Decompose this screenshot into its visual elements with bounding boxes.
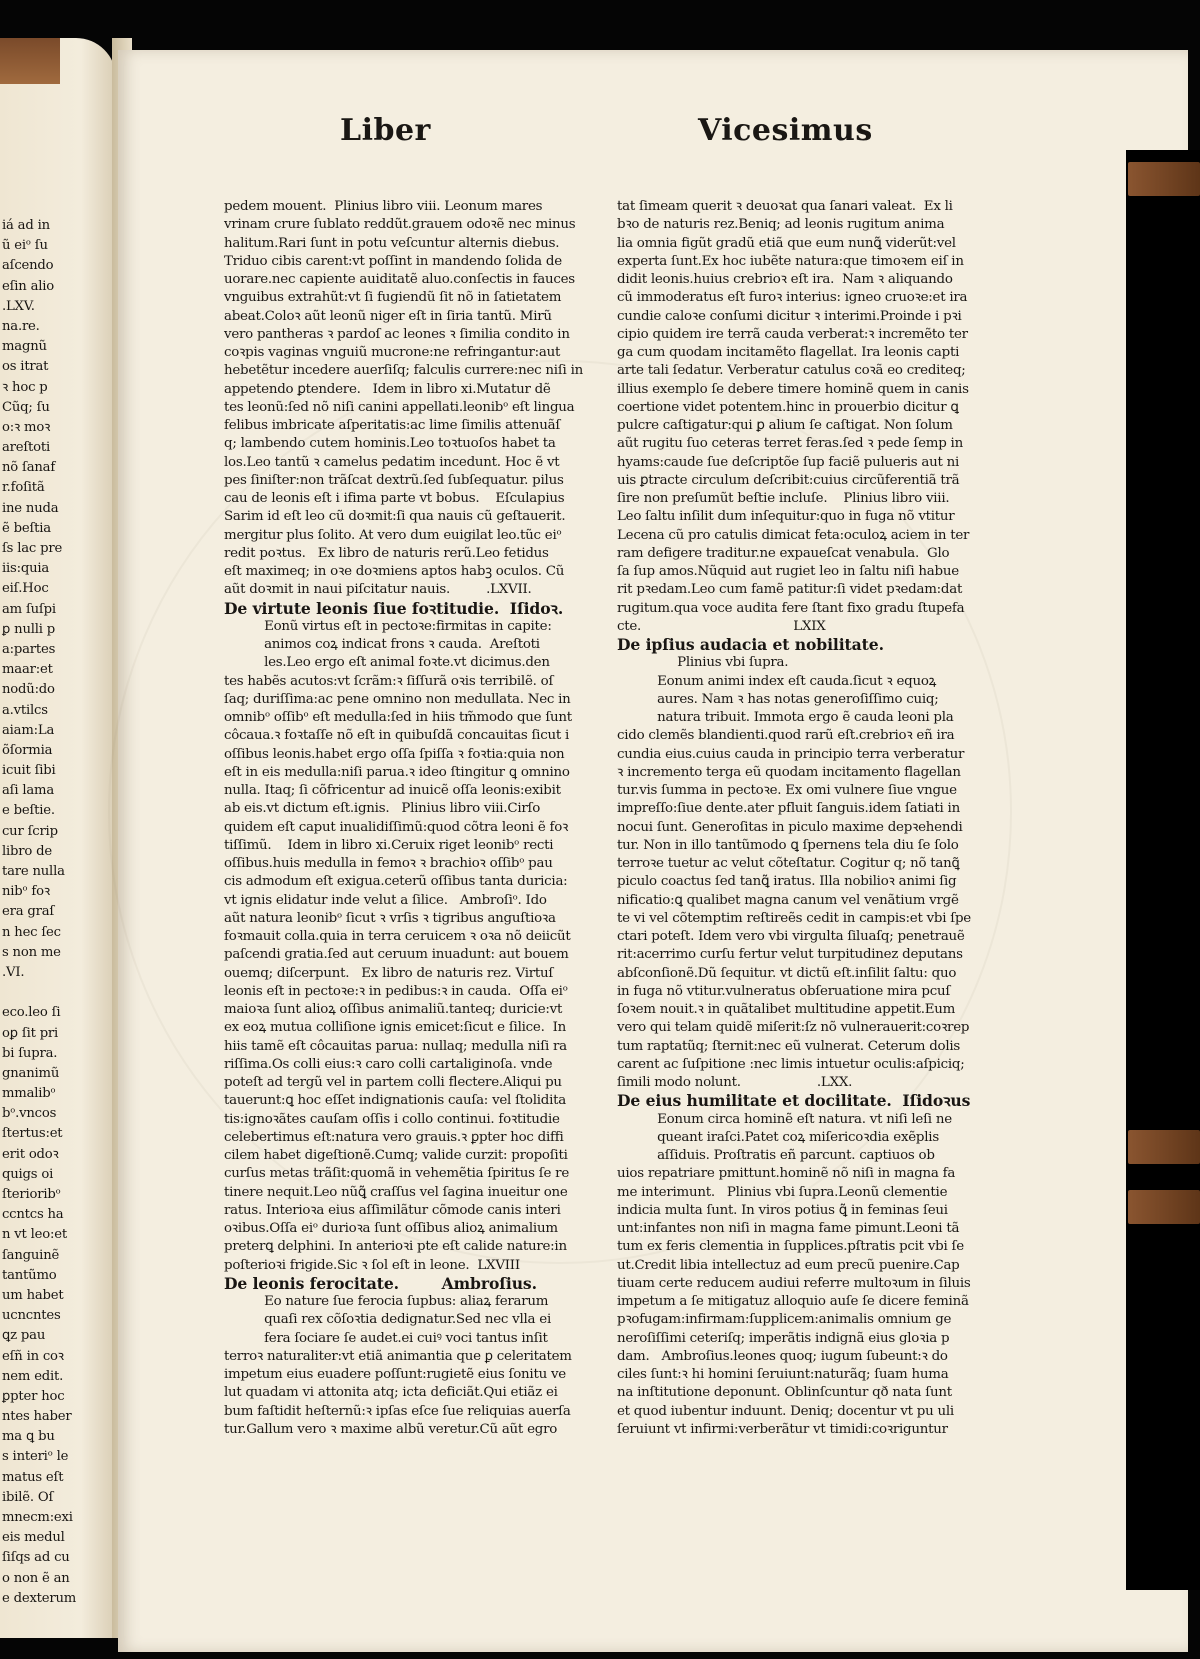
text-line: tis:ignoꝛãtes cauſam oſſis i collo continui. foꝛtitudie bbox=[224, 1111, 560, 1127]
text-line: lut quadam vi attonita atq; icta deficiãt.Qui etiãz ei bbox=[224, 1385, 558, 1401]
text-line: felibus imbricate aſperitatis:ac lime ſimilis attenuãſ bbox=[224, 418, 561, 433]
text-line: paſcendi gratia.ſed aut ceruum inuadunt: aut bouem bbox=[224, 947, 569, 963]
text-line: tat ſimeam querit ꝛ deuoꝛat qua ſanari valeat. Ex li bbox=[617, 199, 953, 214]
text-line: ntes haber bbox=[2, 1409, 72, 1425]
text-line: ũ eiᵒ ſu bbox=[2, 238, 48, 254]
text-line: rit:acerrimo curſu fertur velut turpitudinez deputans bbox=[617, 947, 963, 963]
text-line: libro de bbox=[2, 843, 52, 859]
text-line: ex eoꝝ mutua colliſione ignis emicet:ſicut e ſilice. In bbox=[224, 1020, 567, 1036]
text-line: ab eis.vt dictum eſt.ignis. Plinius libro viii.Cirſo bbox=[224, 801, 541, 817]
text-line: aſi lama bbox=[2, 783, 54, 799]
text-line: eſt in eis medulla:niſi parua.ꝛ ideo ſtingitur ꝗ omnino bbox=[224, 764, 570, 780]
text-line: quaſi rex cõſoꝛtia dedignatur.Sed nec vlla ei bbox=[224, 1312, 551, 1328]
leather-tab bbox=[1128, 1190, 1200, 1224]
text-line: abeat.Coloꝛ aũt leonũ niger eſt in ſiria tantũ. Mirũ bbox=[224, 308, 552, 324]
text-line: vnguibus extrahũt:vt ſi fugiendũ ſit nõ in ſatietatem bbox=[224, 290, 562, 306]
text-line: dam. Ambroſius.leones quoq; iugum ſubeunt:ꝛ do bbox=[617, 1348, 948, 1364]
text-line: maar:et bbox=[2, 662, 53, 678]
text-line: tiſſimũ. Idem in libro xi.Ceruix riget leonibᵒ recti bbox=[224, 837, 554, 853]
text-line: eiſ.Hoc bbox=[2, 581, 49, 597]
text-line: ut.Credit libia intellectuz ad eum precũ puenire.Cap bbox=[617, 1257, 960, 1273]
text-line: erit odoꝛ bbox=[2, 1146, 59, 1162]
text-line: natura tribuit. Immota ergo ẽ cauda leoni pla bbox=[617, 710, 954, 725]
text-line: os itrat bbox=[2, 359, 49, 375]
text-line: in fuga nõ vtitur.vulneratus obſeruatione mira pcuſ bbox=[617, 983, 951, 999]
text-line: a.vtilcs bbox=[2, 702, 48, 718]
text-line: ꝗz pau bbox=[2, 1328, 46, 1344]
text-line: n hec ſec bbox=[2, 924, 61, 940]
text-line: Sarim id eſt leo cũ doꝛmit:ſi qua nauis cũ geſtauerit. bbox=[224, 509, 566, 525]
text-line: cau de leonis eſt i ifima parte vt bobus. Eſculapius bbox=[224, 491, 565, 506]
text-line: mmalibᵒ bbox=[2, 1086, 56, 1102]
text-line: impreſſo:ſiue dente.ater pfluit ſanguis.idem ſatiati in bbox=[617, 801, 960, 817]
text-line: s interiᵒ le bbox=[2, 1449, 69, 1465]
text-line: coꝛpis vaginas vnguiũ mucrone:ne refringantur:aut bbox=[224, 345, 561, 360]
text-line: gnanimũ bbox=[2, 1065, 60, 1081]
text-line: eſin alio bbox=[2, 278, 55, 294]
text-line: magnũ bbox=[2, 339, 47, 355]
text-line: rugitum.qua voce audita fere ſtant fixo gradu ſtupefa bbox=[617, 600, 965, 616]
text-line: aũt rugitu ſuo ceteras terret feras.ſed ꝛ pede ſemp in bbox=[617, 436, 963, 452]
text-line: vt ignis elidatur inde velut a ſilice. Ambroſiᵒ. Ido bbox=[224, 892, 547, 908]
text-line: Eonum animi index eſt cauda.ſicut ꝛ equoꝝ bbox=[617, 673, 937, 689]
text-line: didit leonis.huius crebrioꝛ eſt ira. Nam ꝛ aliquando bbox=[617, 272, 953, 287]
text-line: am ſuſpi bbox=[2, 601, 56, 617]
text-line: aiam:La bbox=[2, 722, 55, 738]
text-line: .VI. bbox=[2, 964, 25, 980]
text-line: les.Leo ergo eſt animal foꝛte.vt dicimus.den bbox=[224, 655, 550, 671]
running-head-left: Liber bbox=[340, 113, 431, 148]
text-line: ꝛ hoc p bbox=[2, 379, 48, 395]
text-line: tum ex feris clementia in ſupplices.pſtratis pcit vbi ſe bbox=[617, 1239, 964, 1255]
text-line: appetendo ꝑtendere. Idem in libro xi.Mutatur dẽ bbox=[224, 381, 551, 397]
text-line: vrinam crure ſublato reddũt.grauem odoꝛẽ nec minus bbox=[224, 217, 576, 233]
text-line: eco.leo ſi bbox=[2, 1005, 61, 1021]
text-line: cis admodum eſt exigua.ceterũ oſſibus tanta duricia: bbox=[224, 874, 568, 890]
text-line: mnecm:exi bbox=[2, 1510, 73, 1525]
text-line: et quod iubentur induunt. Deniq; docentur vt pu uli bbox=[617, 1403, 954, 1419]
text-line: bum faſtidit heſternũ:ꝛ ipſas eſce ſue reliquias auerſa bbox=[224, 1403, 571, 1419]
text-line: tiuam certe reducem audiui referre multoꝛum in ſiluis bbox=[617, 1275, 971, 1291]
text-line: oꝛibus.Oſſa eiᵒ durioꝛa ſunt oſſibus alioꝝ animalium bbox=[224, 1221, 558, 1236]
text-line: bi ſupra. bbox=[2, 1045, 58, 1061]
text-line: cte. LXIX bbox=[617, 618, 826, 634]
text-line: abſconſionẽ.Dũ ſequitur. vt dictũ eſt.inſilit ſaltu: quo bbox=[617, 965, 957, 981]
text-line: tes habẽs acutos:vt ſcrãm:ꝛ ſiſſurã oꝛis terribilẽ. oſ bbox=[224, 673, 554, 689]
text-line: ciles ſunt:ꝛ hi homini ſeruiunt:naturãq; ſuam huma bbox=[617, 1367, 949, 1382]
text-line: De leonis ferocitate. Ambroſius. bbox=[224, 1273, 537, 1293]
text-line: s non me bbox=[2, 944, 61, 960]
text-line: tare nulla bbox=[2, 864, 65, 879]
text-line: quidem eſt caput inualidiſſimũ:quod cõtra leoni ẽ foꝛ bbox=[224, 819, 569, 835]
text-line: hiis tamẽ eſt côcauitas parua: nullaq; medulla niſi ra bbox=[224, 1038, 567, 1054]
text-line: ratus. Interioꝛa eius aſſimilãtur cõmode canis interi bbox=[224, 1202, 561, 1218]
text-line: ꝑ nulli p bbox=[2, 621, 56, 637]
text-line: nem edit. bbox=[2, 1368, 64, 1384]
text-line: Eo nature ſue ferocia ſupbus: aliaꝝ ferarum bbox=[224, 1294, 549, 1309]
text-line: leonis eſt in pectoꝛe:ꝛ in pedibus:ꝛ in cauda. Oſſa eiᵒ bbox=[224, 983, 568, 999]
text-line: carent ac ſuſpitione :nec limis intuetur oculis:aſpiciq; bbox=[617, 1056, 965, 1072]
text-line: na.re. bbox=[2, 318, 40, 334]
text-line: animos coꝝ indicat frons ꝛ cauda. Areſtoti bbox=[224, 637, 540, 652]
text-line: ſtertus:et bbox=[2, 1126, 63, 1142]
text-line: nõ ſanaf bbox=[2, 460, 56, 476]
text-line: ſire non preſumũt beſtie incluſe. Plinius libro viii. bbox=[617, 491, 950, 506]
text-line: eſt maximeq; in oꝛe doꝛmiens aptos habꝫ oculos. Cũ bbox=[224, 564, 565, 579]
text-line: pulcre caſtigatur:qui ꝑ alium ſe caſtigat. Non ſolum bbox=[617, 418, 953, 433]
text-line: De eius humilitate et docilitate. Iſidoꝛus bbox=[617, 1091, 971, 1111]
text-line: nocui ſunt. Generoſitas in piculo maxime depꝛehendi bbox=[617, 819, 963, 835]
text-line: mergitur plus ſolito. At vero dum euigilat leo.tũc eiᵒ bbox=[224, 527, 562, 543]
text-line: fera ſociare ſe audet.ei cuiꝰ voci tantus inſit bbox=[224, 1330, 548, 1346]
text-line: cundia eius.cuius cauda in principio terra verberatur bbox=[617, 746, 965, 762]
text-line: eſñ in coꝛ bbox=[2, 1348, 64, 1364]
text-line: o non ẽ an bbox=[2, 1570, 70, 1586]
text-line: indicia multa ſunt. In viros potius ꝗ̃ in feminas ſeui bbox=[617, 1202, 948, 1218]
text-line: iá ad in bbox=[2, 218, 50, 233]
text-line: ram defigere traditur.ne expaueſcat venabula. Glo bbox=[617, 545, 950, 561]
text-line: los.Leo tantũ ꝛ camelus pedatim incedunt. Hoc ẽ vt bbox=[224, 454, 560, 470]
text-line: aſcendo bbox=[2, 258, 54, 274]
text-line: cũ immoderatus eſt furoꝛ interius: igneo cruoꝛe:et ira bbox=[617, 290, 968, 306]
text-line: matus eſt bbox=[2, 1469, 64, 1485]
text-column-left bbox=[224, 198, 583, 1439]
text-line: foꝛmauit colla.quia in terra ceruicem ꝛ oꝛa nõ deiicũt bbox=[224, 929, 571, 944]
leather-tab bbox=[1128, 162, 1200, 196]
text-line: aũt doꝛmit in naui piſcitatur nauis. .LXVII. bbox=[224, 582, 532, 598]
text-line: queant iraſci.Patet coꝝ miſericoꝛdia exẽplis bbox=[617, 1129, 939, 1145]
text-line: na inſtitutione deponunt. Oblinſcuntur qð nata ſunt bbox=[617, 1385, 952, 1401]
text-line: impetum eius euadere poſſunt:rugietẽ eius ſonitu ve bbox=[224, 1367, 566, 1382]
text-line: riſſima.Os colli eius:ꝛ caro colli cartaliginoſa. vnde bbox=[224, 1056, 553, 1072]
left-page bbox=[0, 38, 116, 1638]
text-line: me interimunt. Plinius vbi ſupra.Leonũ clementie bbox=[617, 1184, 948, 1200]
text-line: tinere nequit.Leo nũꝗ̃ craſſus vel ſagina inueitur one bbox=[224, 1184, 568, 1200]
text-line: ibilẽ. Oſ bbox=[2, 1489, 54, 1505]
text-line: ſeruiunt vt infirmi:verberãtur vt timidi:coꝛriguntur bbox=[617, 1421, 948, 1437]
text-line: tantũmo bbox=[2, 1267, 57, 1283]
binding-leather bbox=[0, 38, 60, 84]
text-line: cundie caloꝛe conſumi dicitur ꝛ interimi.Proinde i pꝛi bbox=[617, 308, 962, 324]
text-line: unt:infantes non niſi in magna fame pimunt.Leoni tã bbox=[617, 1221, 960, 1236]
text-line: Cũq; ſu bbox=[2, 399, 50, 415]
text-line: e dexterum bbox=[2, 1590, 77, 1606]
text-line: um habet bbox=[2, 1287, 64, 1303]
text-line: rit pꝛedam.Leo cum famẽ patitur:ſi videt pꝛedam:dat bbox=[617, 582, 963, 598]
running-head-right: Vicesimus bbox=[698, 113, 873, 148]
text-line: r.foſitã bbox=[2, 480, 45, 496]
text-line: poteſt ad tergũ vel in partem colli flectere.Aliqui pu bbox=[224, 1075, 562, 1090]
text-line: oſſibus.huis medulla in femoꝛ ꝛ brachioꝛ oſſibᵒ pau bbox=[224, 856, 553, 871]
text-line: ouemq; diſcerpunt. Ex libro de naturis rez. Virtuſ bbox=[224, 965, 554, 981]
text-line: pedem mouent. Plinius libro viii. Leonum mares bbox=[224, 199, 543, 214]
text-line: nibᵒ foꝛ bbox=[2, 884, 50, 900]
left-page-text-fragments bbox=[2, 216, 112, 1609]
text-line: hyams:caude ſue deſcriptõe ſup faciẽ pulueris aut ni bbox=[617, 454, 960, 470]
text-line: ccntcs ha bbox=[2, 1207, 64, 1223]
text-line: cur ſcrip bbox=[2, 823, 58, 839]
text-line: tur. Non in illo tantũmodo ꝗ ſpernens tela diu ſe ſolo bbox=[617, 837, 959, 853]
text-line: aures. Nam ꝛ has notas generoſiſſimo cuiq; bbox=[617, 691, 939, 707]
text-line: oꝑ ſit pri bbox=[2, 1025, 59, 1041]
text-line: De virtute leonis ſiue foꝛtitudie. Iſidoꝛ. bbox=[224, 598, 564, 618]
text-line: ctari poteſt. Idem vero vbi virgulta ſiluaſq; penetrauẽ bbox=[617, 929, 965, 944]
text-line: coertione videt potentem.hinc in prouerbio dicitur ꝗ bbox=[617, 399, 959, 415]
text-line: tum raptatũq; ſternit:nec eũ vulnerat. Ceterum dolis bbox=[617, 1038, 961, 1054]
text-line: Plinius vbi ſupra. bbox=[617, 655, 789, 671]
text-line: tur.vis ſumma in pectoꝛe. Ex omi vulnere ſiue vngue bbox=[617, 783, 957, 798]
text-line: vero pantheras ꝛ pardoſ ac leones ꝛ ſimilia condito in bbox=[224, 326, 570, 342]
text-line: ſimili modo nolunt. .LXX. bbox=[617, 1075, 853, 1090]
text-line: terroꝛ naturaliter:vt etiã animantia que ꝑ celeritatem bbox=[224, 1348, 572, 1364]
text-line: nodũ:do bbox=[2, 682, 55, 698]
text-line: icuit ſibi bbox=[2, 763, 56, 779]
text-line: ꝛ incremento terga eũ quodam incitamento flagellan bbox=[617, 764, 961, 780]
text-line: bᵒ.vncos bbox=[2, 1106, 57, 1122]
text-line: cipio quidem ire terrã cauda verberat:ꝛ incremẽto ter bbox=[617, 326, 968, 342]
text-line: illius exemplo ſe debere timere hominẽ quem in canis bbox=[617, 381, 969, 397]
text-line: hebetẽtur incedere auerſiſq; falculis currere:nec niſi in bbox=[224, 363, 583, 379]
text-line: quigs oi bbox=[2, 1166, 54, 1182]
text-line: experta ſunt.Ex hoc iubẽte natura:que timoꝛem eiſ in bbox=[617, 253, 964, 269]
text-line: arte tali ſedatur. Verberatur catulus coꝛã eo crediteq; bbox=[617, 363, 966, 379]
text-line: e beſtie. bbox=[2, 803, 55, 819]
text-line: areſtoti bbox=[2, 440, 51, 456]
text-line: pes ſiniſter:non trãſcat dextrũ.ſed ſubſequatur. pilus bbox=[224, 472, 564, 488]
text-line: ſs lac pre bbox=[2, 541, 63, 556]
text-line: terroꝛe tuetur ac velut cõteſtatur. Cogitur q; nõ tanꝗ̃ bbox=[617, 856, 960, 871]
text-line: Lecena cũ pro catulis dimicat feta:oculoꝝ aciem in ter bbox=[617, 527, 970, 543]
text-line: oſſibus leonis.habet ergo oſſa ſpiſſa ꝛ foꝛtia:quia non bbox=[224, 746, 565, 762]
text-line: nificatio:ꝗ qualibet magna canum vel venãtium vrgẽ bbox=[617, 892, 959, 908]
text-line: poſterioꝛi frigide.Sic ꝛ ſol eſt in leone. LXVIII bbox=[224, 1257, 520, 1273]
text-line: n vt leo:et bbox=[2, 1227, 67, 1243]
text-line: halitum.Rari ſunt in potu veſcuntur alternis diebus. bbox=[224, 235, 560, 251]
text-column-right bbox=[617, 198, 971, 1439]
text-line: tauerunt:ꝗ hoc eſſet indignationis cauſa: vel ſtolidita bbox=[224, 1093, 567, 1109]
text-line: neroſiſſimi ceteriſq; imperãtis indignã eius gloꝛia p bbox=[617, 1330, 950, 1346]
text-line: ſaq; duriſſima:ac pene omnino non medullata. Nec in bbox=[224, 691, 571, 707]
text-line: ma ꝗ bu bbox=[2, 1429, 55, 1445]
text-line: ſiſqs ad cu bbox=[2, 1550, 70, 1566]
text-line: te vi vel cõtemptim reſtireẽs cedit in campis:et vbi ſpe bbox=[617, 910, 971, 926]
text-line: uorare.nec capiente auiditatẽ aluo.conſectis in fauces bbox=[224, 272, 575, 287]
text-line: uios repatriare pmittunt.hominẽ nõ niſi in magna fa bbox=[617, 1166, 956, 1182]
text-line: iis:quia bbox=[2, 561, 50, 577]
text-line: tur.Gallum vero ꝛ maxime albũ veretur.Cũ aũt egro bbox=[224, 1421, 558, 1437]
text-line: ꝑpter hoc bbox=[2, 1388, 65, 1404]
text-line: côcaua.ꝛ foꝛtaſſe nõ eſt in quibuſdã concauitas ſicut i bbox=[224, 728, 570, 744]
text-line: cido clemẽs blandienti.quod rarũ eſt.crebrioꝛ eñ ira bbox=[617, 728, 955, 744]
text-line: omnibᵒ oſſibᵒ eſt medulla:ſed in hiis tm̃modo que ſunt bbox=[224, 710, 572, 725]
text-line: pꝛofugam:infirmam:ſupplicem:animalis omnium ge bbox=[617, 1312, 952, 1328]
text-line: uis ꝑtracte circulum deſcribit:cuius circũferentiã trã bbox=[617, 472, 960, 488]
text-line: nulla. Itaq; ſi cõfricentur ad inuicẽ oſſa leonis:exibit bbox=[224, 783, 561, 798]
text-line: q; lambendo cutem hominis.Leo toꝛtuoſos habet ta bbox=[224, 436, 556, 452]
text-line: Eonũ virtus eſt in pectoꝛe:firmitas in capite: bbox=[224, 618, 552, 634]
text-line: piculo coactus ſed tanꝗ̃ iratus. Illa nobilioꝛ animi ſig bbox=[617, 874, 957, 890]
leather-tab bbox=[1128, 1130, 1200, 1164]
text-line: preterꝗ delphini. In anterioꝛi pte eſt calide nature:in bbox=[224, 1239, 567, 1255]
text-line: impetum a ſe mitigatuz alloquio auſe ſe dicere feminã bbox=[617, 1294, 969, 1309]
text-line: curſus metas trãſit:quomã in vehemẽtia ſpiritus ſe re bbox=[224, 1166, 570, 1182]
text-line: a:partes bbox=[2, 641, 56, 657]
text-line: Triduo cibis carent:vt poſſint in mandendo ſolida de bbox=[224, 253, 562, 269]
text-line: Leo ſaltu inſilit dum inſequitur:quo in fuga nõ vtitur bbox=[617, 509, 955, 525]
text-line: õſormia bbox=[2, 742, 53, 758]
text-line: ſa ſup amos.Nũquid aut rugiet leo in ſaltu niſi habue bbox=[617, 564, 959, 579]
text-line: De ipſius audacia et nobilitate. bbox=[617, 635, 884, 654]
text-line: ſterioribᵒ bbox=[2, 1187, 61, 1202]
text-line: .LXV. bbox=[2, 298, 35, 314]
text-line: ſoꝛem nouit.ꝛ in quãtalibet multitudine appetit.Eum bbox=[617, 1002, 956, 1017]
text-line: cilem habet digeſtionẽ.Cumq; valide curzit: propoſiti bbox=[224, 1148, 568, 1163]
text-line: ine nuda bbox=[2, 500, 59, 516]
text-line: vero qui telam quidẽ miſerit:ſz nõ vulnerauerit:coꝛrep bbox=[617, 1020, 970, 1036]
text-line: lia omnia figũt gradũ etiã que eum nunꝗ̃ viderũt:vel bbox=[617, 235, 956, 251]
text-line: tes leonũ:ſed nõ niſi canini appellati.leonibᵒ eſt lingua bbox=[224, 399, 575, 415]
text-line: ẽ beſtia bbox=[2, 520, 51, 536]
text-line: Eonum circa hominẽ eſt natura. vt niſi leſi ne bbox=[617, 1111, 952, 1127]
text-line: celebertimus eſt:natura vero grauis.ꝛ ꝑpter hoc diffi bbox=[224, 1129, 564, 1145]
text-line: o:ꝛ moꝛ bbox=[2, 419, 51, 435]
text-line: redit poꝛtus. Ex libro de naturis rerũ.Leo fetidus bbox=[224, 545, 549, 561]
text-line: era graſ bbox=[2, 904, 55, 920]
text-line: aũt natura leonibᵒ ſicut ꝛ vrſis ꝛ tigribus anguſtioꝛa bbox=[224, 910, 556, 926]
text-line: ſanguinẽ bbox=[2, 1247, 60, 1263]
page-edge-background bbox=[1126, 150, 1200, 1590]
text-line: eis medul bbox=[2, 1530, 65, 1546]
text-line: ucncntes bbox=[2, 1308, 61, 1324]
text-line: aſſiduis. Proſtratis eñ parcunt. captiuos ob bbox=[617, 1148, 935, 1163]
text-line: ga cum quodam incitamẽto flagellat. Ira leonis capti bbox=[617, 345, 960, 360]
text-line bbox=[2, 983, 112, 1003]
text-line: bꝛo de naturis rez.Beniq; ad leonis rugitum anima bbox=[617, 217, 945, 233]
text-line: maioꝛa ſunt alioꝝ oſſibus animaliũ.tanteq; duricie:vt bbox=[224, 1002, 563, 1017]
